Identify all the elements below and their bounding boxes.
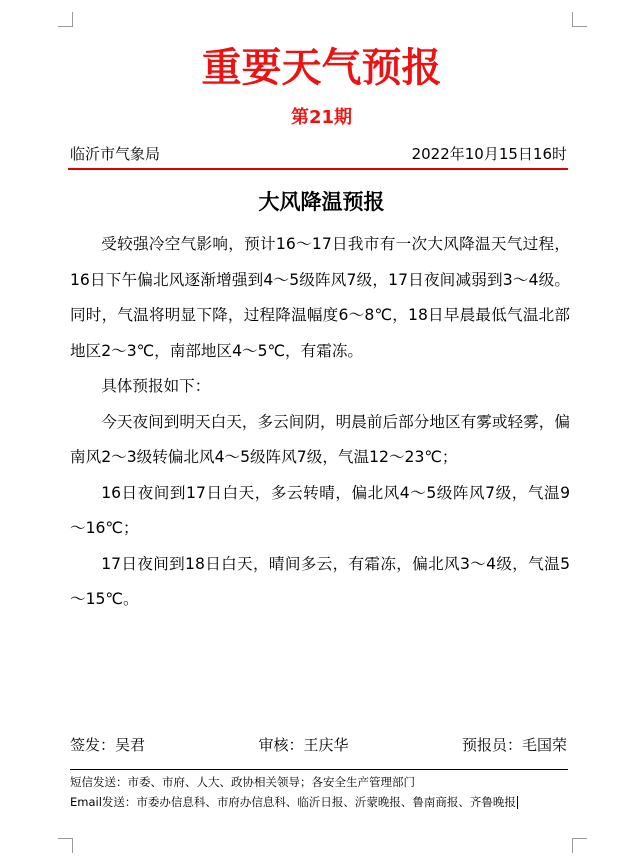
- agency-name: 临沂市气象局: [70, 145, 161, 163]
- text-cursor: [517, 796, 518, 809]
- reviewer: [258, 733, 348, 757]
- issue-number: 第21期: [290, 107, 353, 128]
- email-distribution-line[interactable]: [70, 793, 570, 811]
- issuer-label: 签发：: [70, 736, 116, 754]
- margin-mark-top-left: [58, 12, 73, 27]
- header-divider: [68, 168, 568, 170]
- reviewer-label: 审核：: [258, 736, 304, 754]
- signoff-row: [70, 733, 567, 757]
- paragraph-overview: 受较强冷空气影响，预计16～17日我市有一次大风降温天气过程，16日下午偏北风逐渐增强到4～5级阵风7级，17日夜间减弱到3～4级。同时，气温将明显下降，过程降温幅度6～8℃，18日早晨最低气温北部地区2～3℃，南部地区4～5℃，有霜冻。: [70, 235, 570, 360]
- paragraph-forecast-16th: 16日夜间到17日白天，多云转晴，偏北风4～5级阵风7级，气温9～16℃；: [70, 483, 570, 537]
- issuer-name: 吴君: [115, 736, 146, 754]
- article-body[interactable]: [70, 227, 570, 618]
- footer-divider: [70, 769, 568, 770]
- document-title: 重要天气预报: [201, 45, 442, 91]
- issue-datetime: 2022年10月15日16时: [411, 145, 567, 163]
- paragraph-intro: 具体预报如下：: [101, 377, 211, 395]
- margin-mark-bottom-right: [572, 838, 587, 853]
- paragraph-forecast-17th: 17日夜间到18日白天，晴间多云，有霜冻，偏北风3～4级，气温5～15℃。: [70, 554, 570, 608]
- reporter-name: 毛国荣: [521, 736, 567, 754]
- article-subtitle: 大风降温预报: [258, 190, 385, 214]
- paragraph-forecast-tonight: 今天夜间到明天白天，多云间阴，明晨前后部分地区有雾或轻雾，偏南风2～3级转偏北风4～5级阵风7级，气温12～23℃；: [70, 412, 570, 466]
- margin-mark-bottom-left: [58, 838, 73, 853]
- reporter: [462, 733, 567, 757]
- reporter-label: 预报员：: [461, 736, 522, 754]
- margin-mark-top-right: [572, 12, 587, 27]
- email-distribution: Email发送：市委办信息科、市府办信息科、临沂日报、沂蒙晚报、鲁南商报、齐鲁晚报: [70, 795, 516, 809]
- header-meta-row: [70, 143, 567, 165]
- issuer: [70, 733, 145, 757]
- reviewer-name: 王庆华: [303, 736, 349, 754]
- sms-distribution: 短信发送：市委、市府、人大、政协相关领导；各安全生产管理部门: [70, 775, 415, 789]
